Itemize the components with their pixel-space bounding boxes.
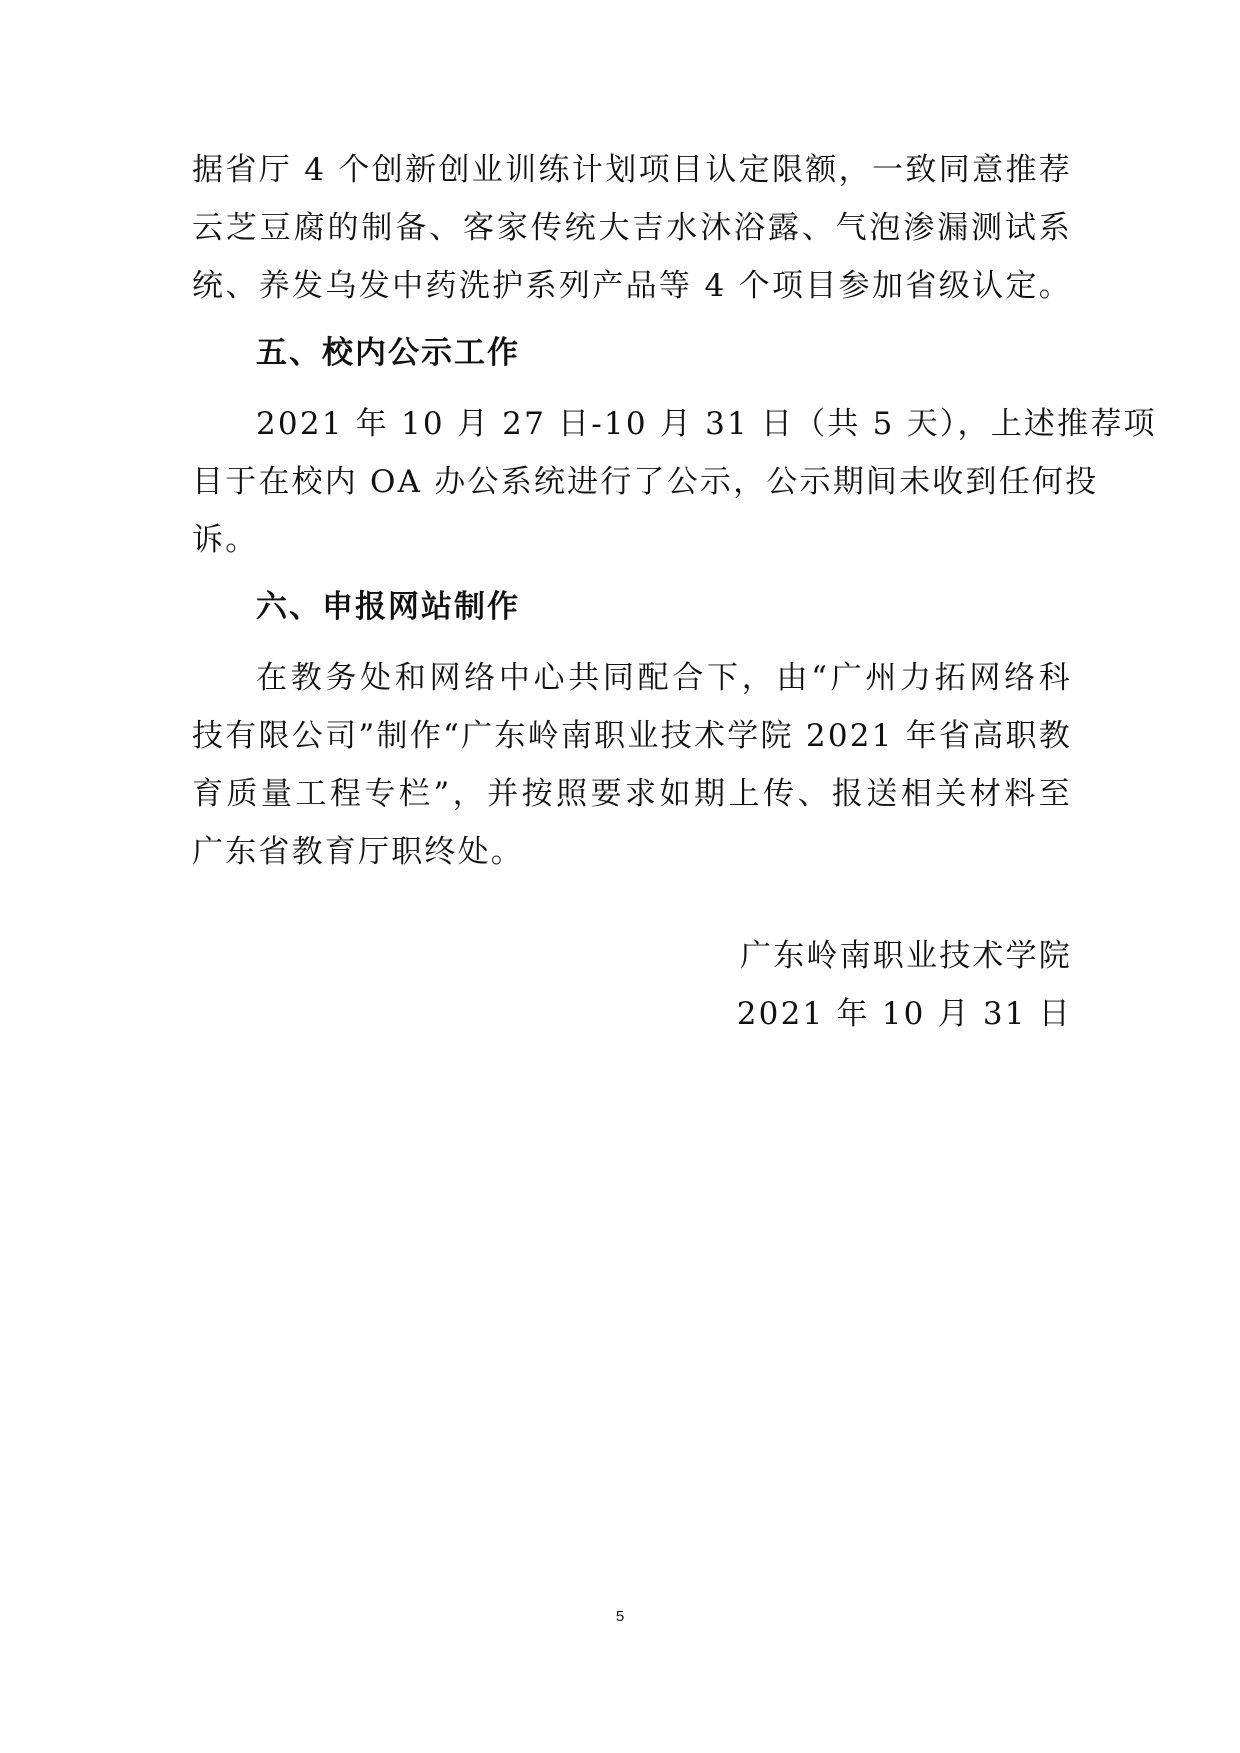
- paragraph-line: 目于在校内 OA 办公系统进行了公示，公示期间未收到任何投: [192, 464, 1099, 500]
- paragraph-line: 2021 年 10 月 27 日-10 月 31 日（共 5 天），上述推荐项: [256, 406, 1157, 442]
- paragraph-line: 据省厅 4 个创新创业训练计划项目认定限额，一致同意推荐: [192, 152, 1072, 188]
- paragraph-line: 统、养发乌发中药洗护系列产品等 4 个项目参加省级认定。: [192, 268, 1072, 304]
- paragraph-line: 技有限公司”制作“广东岭南职业技术学院 2021 年省高职教: [192, 718, 1072, 754]
- paragraph-line: 云芝豆腐的制备、客家传统大吉水沐浴露、气泡渗漏测试系: [192, 210, 1072, 246]
- signature-date: 2021 年 10 月 31 日: [736, 996, 1072, 1032]
- paragraph-line: 诉。: [192, 522, 259, 558]
- paragraph-line: 育质量工程专栏”，并按照要求如期上传、报送相关材料至: [192, 776, 1072, 812]
- paragraph-line: 广东省教育厅职终处。: [192, 834, 524, 870]
- section-heading: 五、校内公示工作: [256, 335, 520, 371]
- page-number: 5: [615, 1608, 625, 1625]
- signature-organization: 广东岭南职业技术学院: [740, 938, 1072, 974]
- section-heading: 六、申报网站制作: [256, 589, 520, 625]
- paragraph-line: 在教务处和网络中心共同配合下，由“广州力拓网络科: [256, 660, 1072, 696]
